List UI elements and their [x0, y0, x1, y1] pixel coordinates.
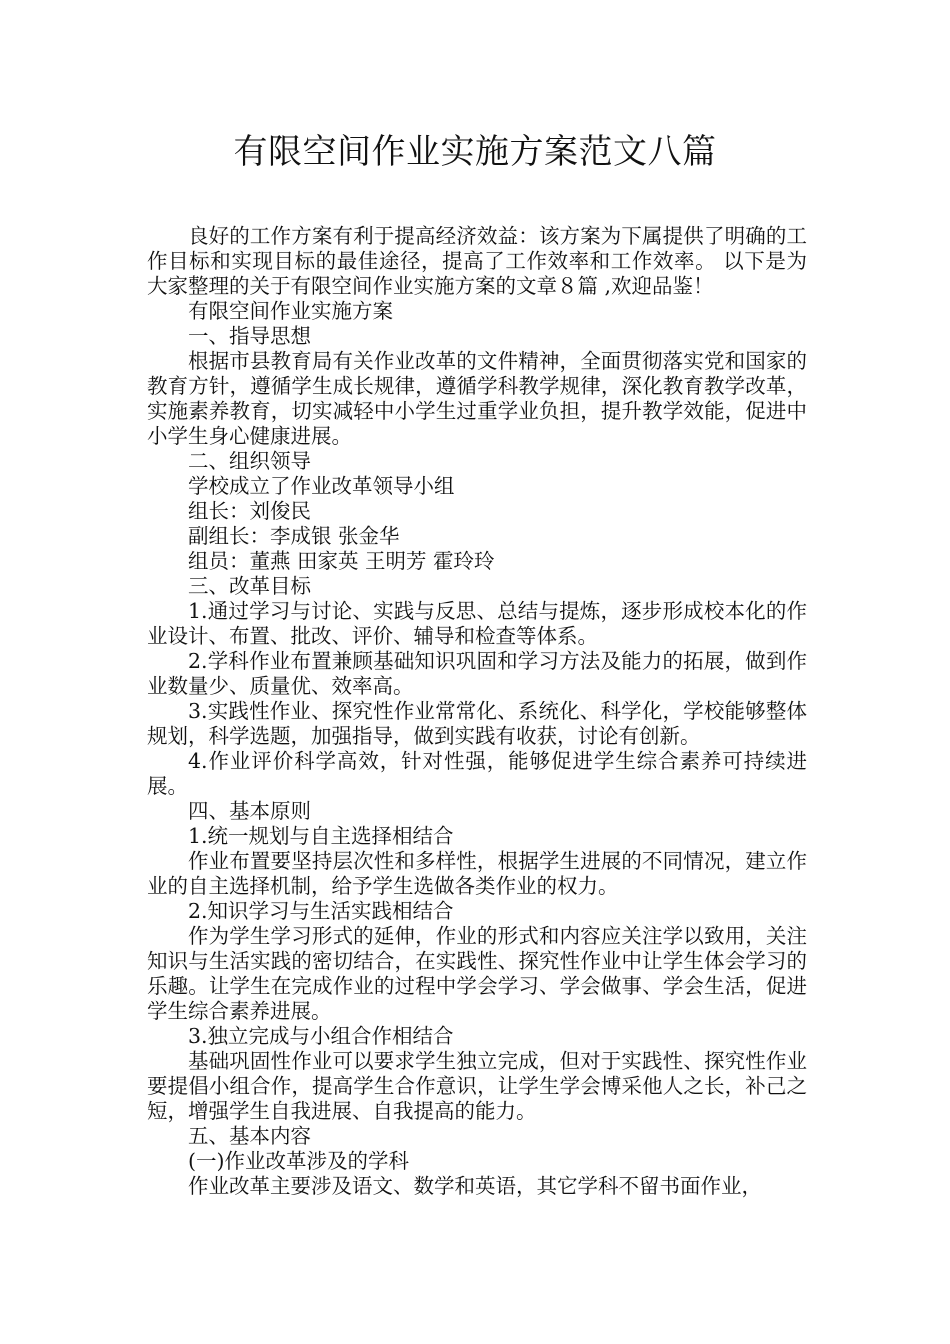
- section-heading-organization: 二、组织领导: [188, 449, 311, 473]
- paragraph: 作为学生学习形式的延伸，作业的形式和内容应关注学以致用，关注知识与生活实践的密切结合，在实践性、探究性作业中让学生体会学习的乐趣。让学生在完成作业的过程中学会学习、学会做事、学会生活，促进学生综合素养进展。: [147, 924, 807, 1023]
- section-heading-guiding-ideology: 一、指导思想: [188, 324, 311, 348]
- paragraph: 作业布置要坚持层次性和多样性，根据学生进展的不同情况，建立作业的自主选择机制，给予学生选做各类作业的权力。: [147, 849, 807, 898]
- subheading: 2.知识学习与生活实践相结合: [188, 899, 454, 923]
- paragraph-intro: 良好的工作方案有利于提高经济效益：该方案为下属提供了明确的工作目标和实现目标的最佳途径，提高了工作效率和工作效率。 以下是为大家整理的关于有限空间作业实施方案的文章８篇 ,欢迎品鉴！: [147, 224, 807, 298]
- document-title: 有限空间作业实施方案范文八篇: [233, 132, 717, 172]
- section-heading-basic-content: 五、基本内容: [188, 1124, 311, 1148]
- paragraph: 根据市县教育局有关作业改革的文件精神，全面贯彻落实党和国家的教育方针，遵循学生成长规律，遵循学科教学规律，深化教育教学改革，实施素养教育，切实减轻中小学生过重学业负担，提升教学效能，促进中小学生身心健康进展。: [147, 349, 807, 448]
- paragraph: 副组长：李成银 张金华: [188, 524, 400, 548]
- subheading: 1.统一规划与自主选择相结合: [188, 824, 454, 848]
- paragraph: 组长：刘俊民: [188, 499, 311, 523]
- subheading: 3.独立完成与小组合作相结合: [188, 1024, 454, 1048]
- subheading: (一)作业改革涉及的学科: [188, 1149, 409, 1173]
- list-item: 3.实践性作业、探究性作业常常化、系统化、科学化，学校能够整体规划，科学选题，加强指导，做到实践有收获，讨论有创新。: [147, 699, 807, 748]
- paragraph: 基础巩固性作业可以要求学生独立完成，但对于实践性、探究性作业要提倡小组合作，提高学生合作意识，让学生学会博采他人之长，补己之短，增强学生自我进展、自我提高的能力。: [147, 1049, 807, 1123]
- paragraph: 学校成立了作业改革领导小组: [188, 474, 455, 498]
- section-heading-reform-goals: 三、改革目标: [188, 574, 311, 598]
- paragraph-subtitle: 有限空间作业实施方案: [188, 299, 393, 323]
- paragraph: 组员：董燕 田家英 王明芳 霍玲玲: [188, 549, 495, 573]
- list-item: 1.通过学习与讨论、实践与反思、总结与提炼，逐步形成校本化的作业设计、布置、批改、评价、辅导和检查等体系。: [147, 599, 807, 648]
- section-heading-basic-principles: 四、基本原则: [188, 799, 311, 823]
- document-body: [147, 224, 807, 1199]
- list-item: 2.学科作业布置兼顾基础知识巩固和学习方法及能力的拓展，做到作业数量少、质量优、效率高。: [147, 649, 807, 698]
- list-item: 4.作业评价科学高效，针对性强，能够促进学生综合素养可持续进展。: [147, 749, 807, 798]
- paragraph: 作业改革主要涉及语文、数学和英语，其它学科不留书面作业，: [188, 1174, 762, 1198]
